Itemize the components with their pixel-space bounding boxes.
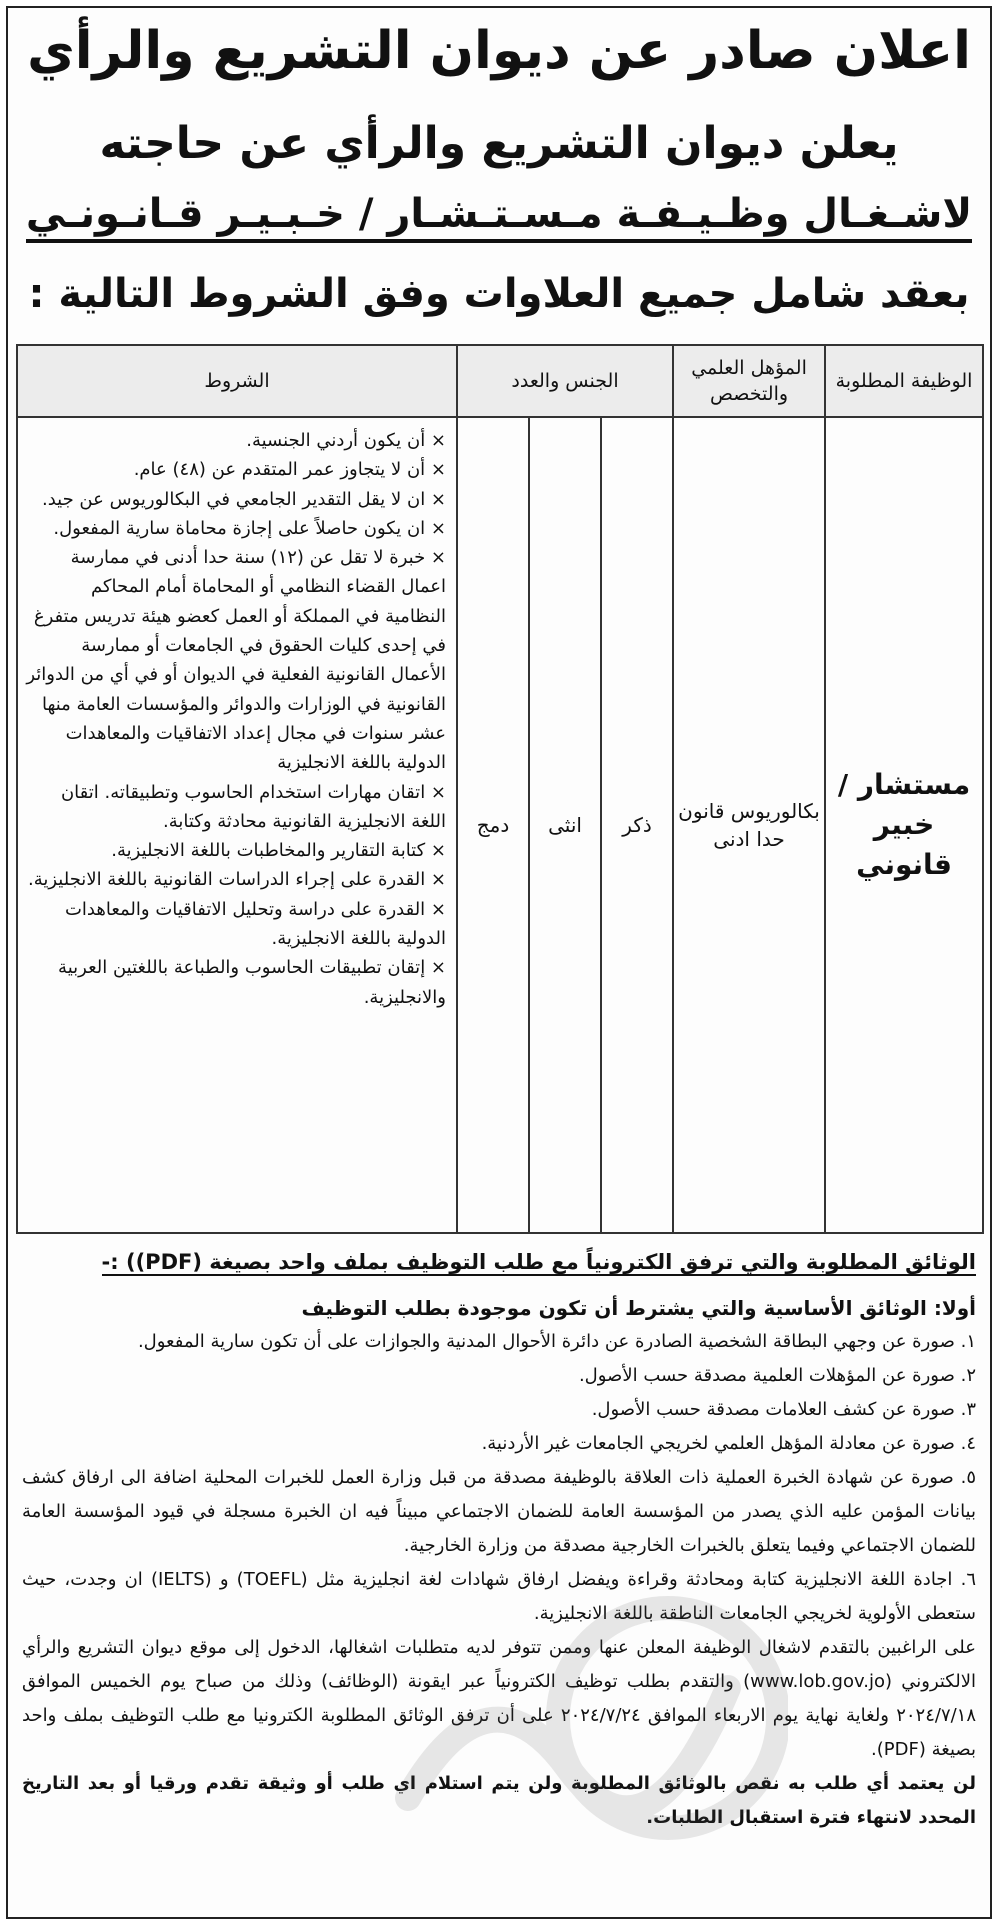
closing-note: لن يعتمد أي طلب به نقص بالوثائق المطلوبة ولن يتم استلام اي طلب أو وثيقة تقدم ورقيا أو بعد التاريخ المحدد لانتهاء فترة استقبال الطلبات.	[22, 1773, 976, 1828]
contract-heading: بعقد شامل جميع العلاوات وفق الشروط التالية :	[28, 271, 970, 317]
header-qualification: المؤهل العلمي والتخصص	[673, 345, 825, 417]
documents-title: الوثائق المطلوبة والتي ترفق الكترونياً مع طلب التوظيف بملف واحد بصيغة (PDF)) :-	[101, 1250, 976, 1274]
mixed-cell: دمج	[457, 417, 529, 1233]
closing-paragraph: على الراغبين بالتقدم لاشغال الوظيفة المعلن عنها وممن تتوفر لديه متطلبات اشغالها، الدخول إلى موقع ديوان التشريع والرأي الالكتروني (www.lob.gov.jo) والتقدم بطلب توظيف الكترونياً عبر ايقونة (الوظائف) وذلك من صباح يوم الخميس الموافق ٢٠٢٤/٧/١٨ ولغاية نهاية يوم الاربعاء الموافق ٢٠٢٤/٧/٢٤ على أن ترفق الوثائق المطلوبة الكترونيا مع طلب التوظيف بملف واحد بصيغة (PDF).	[22, 1637, 977, 1760]
requirements-table	[16, 344, 984, 1234]
position-heading	[8, 186, 990, 242]
condition-item: × اتقان مهارات استخدام الحاسوب وتطبيقاته. اتقان اللغة الانجليزية القانونية محادثة وكتابة.	[60, 781, 446, 832]
condition-item: × أن يكون أردني الجنسية.	[246, 430, 446, 451]
document-item: ٣. صورة عن كشف العلامات مصدقة حسب الأصول.	[591, 1399, 976, 1420]
condition-item: × كتابة التقارير والمخاطبات باللغة الانجليزية.	[111, 840, 446, 862]
header-gender-count: الجنس والعدد	[457, 345, 673, 417]
document-item: ٥. صورة عن شهادة الخبرة العملية ذات العلاقة بالوظيفة مصدقة من قبل وزارة العمل للخبرات المحلية اضافة الى ارفاق كشف بيانات المؤمن عليه الذي يصدر من المؤسسة العامة للضمان الاجتماعي مبيناً فيه ان الخبرة مسجلة في قيود المؤسسة العامة للضمان الاجتماعي وفيما يتعلق بالخبرات الخارجية مصدقة من وزارة الخارجية.	[22, 1467, 976, 1556]
announcement-title: اعلان صادر عن ديوان التشريع والرأي	[27, 21, 971, 81]
position-heading-text: لاشـغـال وظـيـفـة مـسـتـشـار / خـبـيـر قـانـونـي	[26, 191, 972, 243]
documents-subtitle: أولا: الوثائق الأساسية والتي يشترط أن تكون موجودة بطلب التوظيف	[301, 1296, 976, 1320]
condition-item: × القدرة على دراسة وتحليل الاتفاقيات والمعاهدات الدولية باللغة الانجليزية.	[64, 898, 446, 950]
condition-item: × إتقان تطبيقات الحاسوب والطباعة باللغتين العربية والانجليزية.	[58, 957, 446, 1008]
document-item: ٦. اجادة اللغة الانجليزية كتابة ومحادثة وقراءة ويفضل ارفاق شهادات لغة انجليزية مثل (TOEFL) و (IELTS) ان وجدت، حيث ستعطى الأولوية لخريجي الجامعات الناطقة باللغة الانجليزية.	[22, 1569, 976, 1624]
conditions-cell	[17, 417, 457, 1233]
announcement-subtitle: يعلن ديوان التشريع والرأي عن حاجته	[99, 118, 899, 169]
job-cell: مستشار / خبير قانوني	[825, 417, 983, 1233]
condition-item: × خبرة لا تقل عن (١٢) سنة حدا أدنى في ممارسة اعمال القضاء النظامي أو المحاماة أمام المحاكم النظامية في المملكة أو العمل كعضو هيئة تدريس متفرغ في إحدى كليات الحقوق في الجامعات أو ممارسة الأعمال القانونية الفعلية في الديوان أو في أي من الدوائر القانونية في الوزارات والدوائر والمؤسسات العامة منها عشر سنوات في مجال إعداد الاتفاقيات والمعاهدات الدولية باللغة الانجليزية	[26, 547, 446, 774]
condition-item: × ان لا يقل التقدير الجامعي في البكالوريوس عن جيد.	[41, 488, 446, 510]
documents-section	[22, 1245, 976, 1835]
header-job: الوظيفة المطلوبة	[825, 345, 983, 417]
condition-item: × أن لا يتجاوز عمر المتقدم عن (٤٨) عام.	[133, 459, 446, 481]
condition-item: × القدرة على إجراء الدراسات القانونية باللغة الانجليزية.	[27, 869, 446, 891]
document-item: ٢. صورة عن المؤهلات العلمية مصدقة حسب الأصول.	[578, 1365, 976, 1386]
header-conditions: الشروط	[17, 345, 457, 417]
condition-item: × ان يكون حاصلاً على إجازة محاماة سارية المفعول.	[53, 517, 446, 539]
female-cell: انثى	[529, 417, 601, 1233]
male-cell: ذكر	[601, 417, 673, 1233]
announcement-page	[6, 6, 992, 1919]
qualification-cell: بكالوريوس قانون حدا ادنى	[673, 417, 825, 1233]
document-item: ١. صورة عن وجهي البطاقة الشخصية الصادرة عن دائرة الأحوال المدنية والجوازات على أن تكون سارية المفعول.	[137, 1331, 976, 1352]
document-item: ٤. صورة عن معادلة المؤهل العلمي لخريجي الجامعات غير الأردنية.	[481, 1433, 976, 1454]
